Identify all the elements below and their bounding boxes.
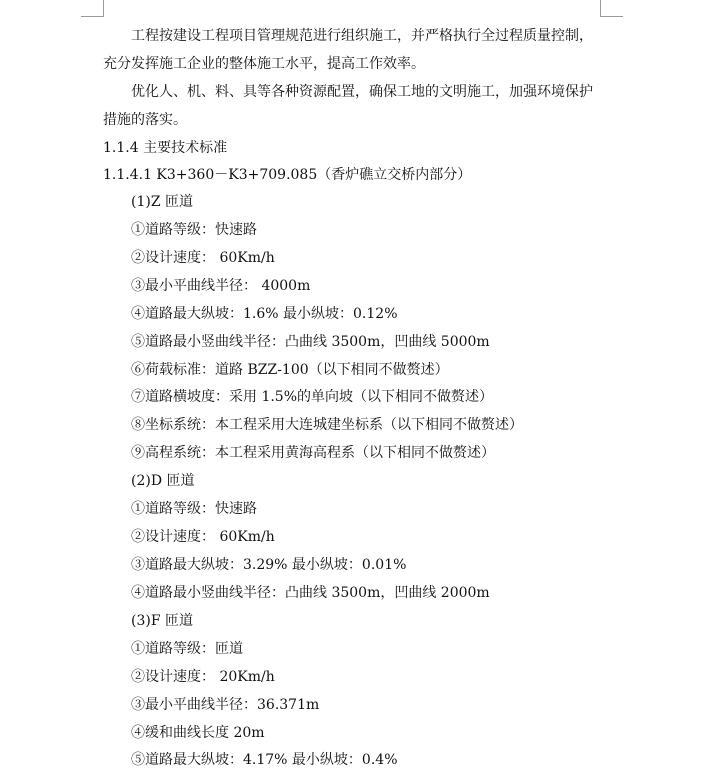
spec-item: ⑦道路横坡度：采用 1.5%的单向坡（以下相同不做赘述） [131, 389, 494, 405]
page-corner-mark [600, 16, 623, 17]
spec-item: ②设计速度： 60Km/h [131, 529, 275, 545]
subsection-heading: 1.1.4.1 K3+360－K3+709.085（香炉礁立交桥内部分） [103, 167, 472, 183]
intro-paragraph-line: 措施的落实。 [103, 112, 187, 128]
spec-item: ⑧坐标系统：本工程采用大连城建坐标系（以下相同不做赘述） [131, 417, 523, 433]
spec-item: ⑤道路最小竖曲线半径：凸曲线 3500m，凹曲线 5000m [131, 334, 490, 350]
ramp-title: (3)F 匝道 [131, 613, 193, 629]
spec-item: ⑨高程系统：本工程采用黄海高程系（以下相同不做赘述） [131, 445, 495, 461]
spec-item: ①道路等级：快速路 [131, 501, 257, 517]
page-corner-mark [81, 16, 104, 17]
spec-item: ①道路等级：快速路 [131, 222, 257, 238]
spec-item: ⑥荷载标准：道路 BZZ-100（以下相同不做赘述） [131, 362, 449, 378]
spec-item: ③道路最大纵坡：3.29% 最小纵坡：0.01% [131, 557, 407, 573]
ramp-title: (1)Z 匝道 [131, 194, 194, 210]
spec-item: ④道路最大纵坡：1.6% 最小纵坡：0.12% [131, 306, 398, 322]
page-corner-mark [600, 0, 601, 17]
intro-paragraph-line: 优化人、机、料、具等各种资源配置，确保工地的文明施工，加强环境保护 [131, 84, 593, 100]
spec-item: ②设计速度： 60Km/h [131, 250, 275, 266]
spec-item: ③最小平曲线半径：36.371m [131, 697, 320, 713]
spec-item: ⑤道路最大纵坡：4.17% 最小纵坡：0.4% [131, 752, 398, 768]
page-corner-mark [103, 0, 104, 17]
spec-item: ④缓和曲线长度 20m [131, 725, 265, 741]
spec-item: ④道路最小竖曲线半径：凸曲线 3500m，凹曲线 2000m [131, 585, 490, 601]
ramp-title: (2)D 匝道 [131, 473, 195, 489]
section-heading: 1.1.4 主要技术标准 [103, 140, 228, 156]
spec-item: ③最小平曲线半径： 4000m [131, 278, 311, 294]
spec-item: ②设计速度： 20Km/h [131, 669, 275, 685]
intro-paragraph-line: 充分发挥施工企业的整体施工水平，提高工作效率。 [103, 56, 425, 72]
spec-item: ①道路等级：匝道 [131, 641, 243, 657]
intro-paragraph-line: 工程按建设工程项目管理规范进行组织施工，并严格执行全过程质量控制， [131, 28, 593, 44]
